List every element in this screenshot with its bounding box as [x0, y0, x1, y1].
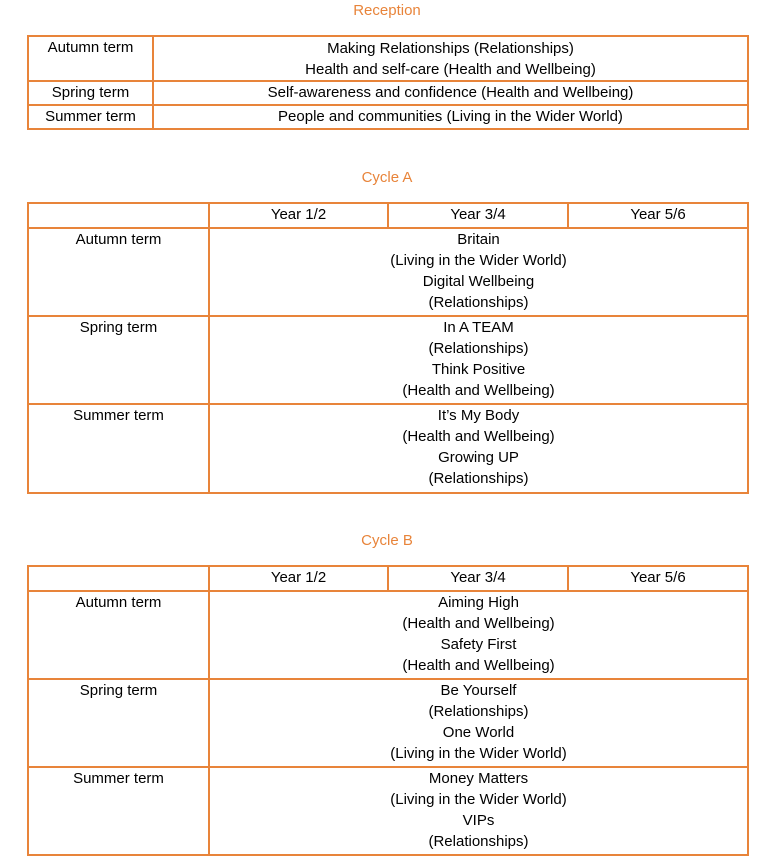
term-cell: Autumn term [28, 591, 209, 679]
topic-cell [153, 81, 748, 105]
table-row [28, 591, 748, 679]
topic-line: (Relationships) [428, 833, 529, 850]
table-row [28, 767, 748, 855]
reception-title: Reception [353, 2, 421, 19]
table-row [28, 316, 748, 404]
column-header: Year 3/4 [388, 566, 568, 591]
table-row [28, 81, 748, 105]
topic-cell [153, 36, 748, 81]
topic-line: (Health and Wellbeing) [402, 657, 555, 674]
column-header: Year 1/2 [209, 566, 388, 591]
topic-line: In A TEAM [443, 319, 514, 336]
topic-line: VIPs [462, 812, 495, 829]
topic-line: Safety First [440, 636, 517, 653]
topic-line: It’s My Body [437, 407, 520, 424]
term-cell: Spring term [28, 81, 153, 105]
empty-header-cell [28, 203, 209, 228]
topic-cell [209, 316, 748, 404]
topic-line: Britain [457, 231, 500, 248]
topic-line: (Relationships) [428, 470, 529, 487]
topic-line: (Health and Wellbeing) [402, 382, 555, 399]
topic-cell [209, 679, 748, 767]
cycle-a-title: Cycle A [361, 169, 413, 186]
cycle-a-table [27, 202, 749, 494]
topic-cell [209, 767, 748, 855]
term-cell: Spring term [28, 316, 209, 404]
term-cell: Spring term [28, 679, 209, 767]
table-row [28, 105, 748, 129]
topic-line: (Health and Wellbeing) [402, 615, 555, 632]
reception-table [27, 35, 749, 130]
term-cell: Summer term [28, 404, 209, 493]
topic-line: Making Relationships (Relationships) [327, 40, 574, 57]
topic-line: (Living in the Wider World) [390, 252, 567, 269]
term-cell: Autumn term [28, 36, 153, 81]
table-row [28, 404, 748, 493]
topic-line: Health and self-care (Health and Wellbeing) [305, 61, 596, 78]
topic-line: (Living in the Wider World) [390, 745, 567, 762]
topic-line: Be Yourself [440, 682, 517, 699]
header-row [28, 566, 748, 591]
cycle-b-title: Cycle B [361, 532, 413, 549]
topic-line: (Relationships) [428, 294, 529, 311]
topic-cell [209, 228, 748, 316]
topic-line: (Health and Wellbeing) [402, 428, 555, 445]
cycle-b-table [27, 565, 749, 856]
topic-line: Digital Wellbeing [422, 273, 535, 290]
term-cell: Summer term [28, 105, 153, 129]
table-row [28, 228, 748, 316]
topic-line: (Relationships) [428, 703, 529, 720]
topic-line: Money Matters [428, 770, 529, 787]
topic-line: People and communities (Living in the Wider World) [278, 108, 623, 125]
header-row [28, 203, 748, 228]
topic-cell [209, 404, 748, 493]
column-header: Year 3/4 [388, 203, 568, 228]
table-row [28, 36, 748, 81]
column-header: Year 5/6 [568, 566, 748, 591]
topic-line: Growing UP [438, 449, 519, 466]
topic-cell [209, 591, 748, 679]
column-header: Year 1/2 [209, 203, 388, 228]
topic-line: Aiming High [438, 594, 519, 611]
topic-line: (Relationships) [428, 340, 529, 357]
topic-line: Self-awareness and confidence (Health and Wellbeing) [267, 84, 634, 101]
term-cell: Summer term [28, 767, 209, 855]
term-cell: Autumn term [28, 228, 209, 316]
table-row [28, 679, 748, 767]
topic-cell [153, 105, 748, 129]
empty-header-cell [28, 566, 209, 591]
column-header: Year 5/6 [568, 203, 748, 228]
topic-line: (Living in the Wider World) [390, 791, 567, 808]
topic-line: One World [442, 724, 515, 741]
topic-line: Think Positive [431, 361, 526, 378]
